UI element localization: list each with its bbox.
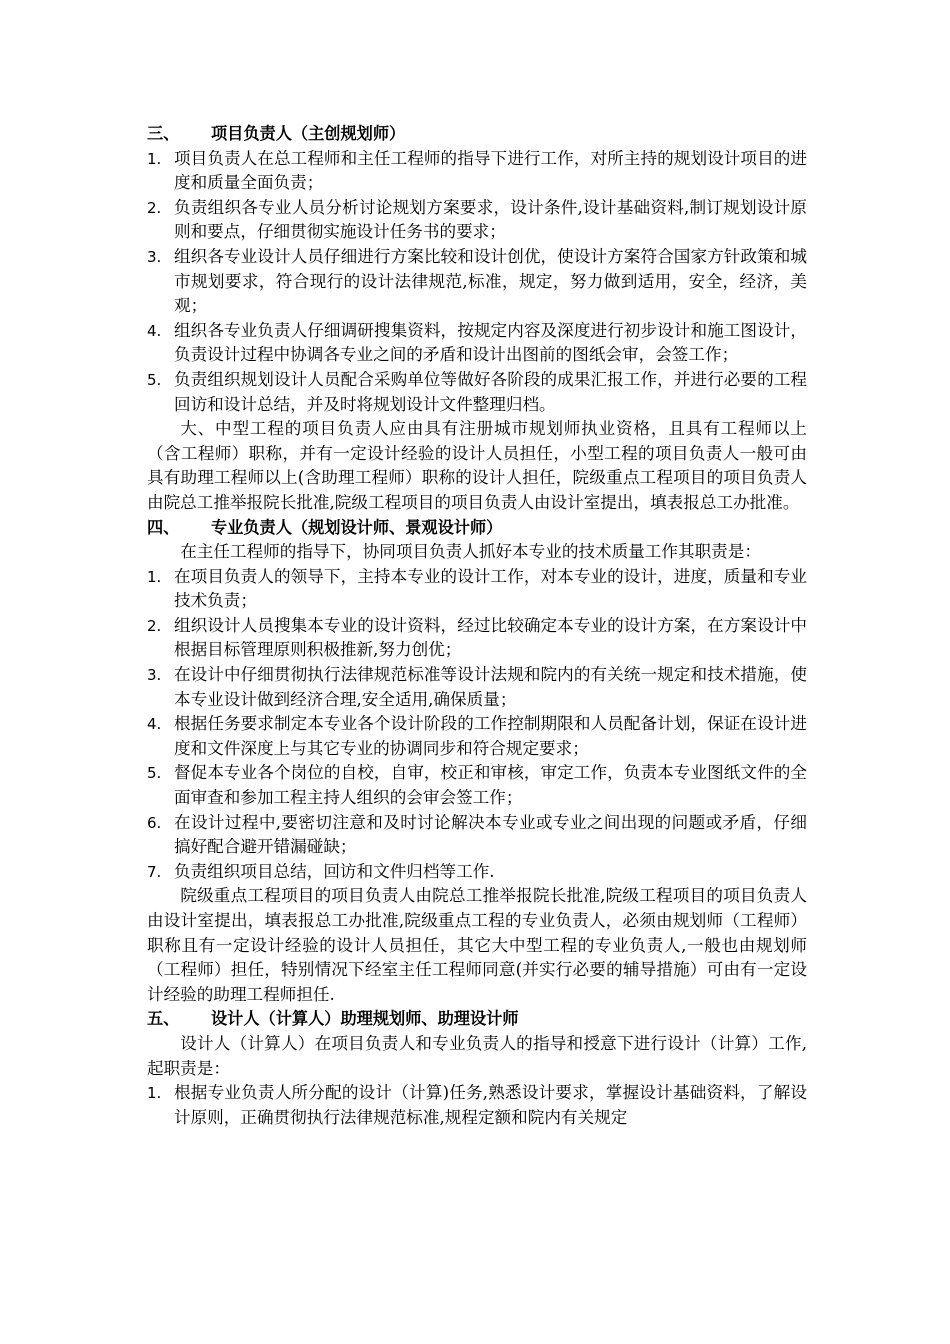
list-item-text: 根据专业负责人所分配的设计（计算)任务,熟悉设计要求，掌握设计基础资料，了解设计原则，正确贯彻执行法律规范标准,规程定额和院内有关规定 [174,1083,807,1127]
list-item: 1. 根据专业负责人所分配的设计（计算)任务,熟悉设计要求，掌握设计基础资料，了解设计原则，正确贯彻执行法律规范标准,规程定额和院内有关规定 [147,1083,807,1127]
list-item-text: 组织各专业设计人员仔细进行方案比较和设计创优，使设计方案符合国家方针政策和城市规划要求，符合现行的设计法律规范,标准，规定，努力做到适用，安全，经济，美观； [174,246,807,316]
list-item-text: 组织设计人员搜集本专业的设计资料，经过比较确定本专业的设计方案，在方案设计中根据目标管理原则积极推新,努力创优； [174,615,807,660]
section-note: 大、中型工程的项目负责人应由具有注册城市规划师执业资格，且具有工程师以上（含工程师）职称，并有一定设计经验的设计人员担任，小型工程的项目负责人一般可由具有助理工程师以上(含助理工程师）职称的设计人担任，院级重点工程项目的项目负责人由院总工推举报院长批准,院级工程项目的项目负责人由设计室提出，填表报总工办批准。 [147,419,807,512]
section-number: 五、 [147,1009,180,1029]
duty-list [147,147,807,418]
duty-list [147,565,807,885]
list-item: 4. 组织各专业负责人仔细调研搜集资料，按规定内容及深度进行初步设计和施工图设计，负责设计过程中协调各专业之间的矛盾和设计出图前的图纸会审，会签工作； [147,320,807,365]
section-title: 专业负责人（规划设计师、景观设计师） [211,517,503,537]
section-intro: 在主任工程师的指导下，协同项目负责人抓好本专业的技术质量工作其职责是： [180,542,761,562]
section-title: 设计人（计算人）助理规划师、助理设计师 [211,1009,519,1029]
document-page [147,122,807,1130]
section-title: 项目负责人（主创规划师） [211,124,406,143]
list-item-text: 在项目负责人的领导下，主持本专业的设计工作，对本专业的设计，进度，质量和专业技术负责； [174,566,807,611]
section-heading [147,122,807,147]
list-item: 4. 根据任务要求制定本专业各个设计阶段的工作控制期限和人员配备计划，保证在设计进度和文件深度上与其它专业的协调同步和符合规定要求； [147,714,807,758]
section-intro: 设计人（计算人）在项目负责人和专业负责人的指导和授意下进行设计（计算）工作,起职责是： [147,1033,807,1078]
list-item: 5. 负责组织规划设计人员配合采购单位等做好各阶段的成果汇报工作，并进行必要的工程回访和设计总结，并及时将规划设计文件整理归档。 [147,369,807,414]
section-number: 四、 [147,517,180,537]
section-heading [147,516,807,541]
list-item: 2. 负责组织各专业人员分析讨论规划方案要求，设计条件,设计基础资料,制订规划设计原则和要点，仔细贯彻实施设计任务书的要求； [147,197,807,242]
section-heading [147,1007,807,1032]
list-item: 3. 在设计中仔细贯彻执行法律规范标准等设计法规和院内的有关统一规定和技术措施，使本专业设计做到经济合理,安全适用,确保质量； [147,665,807,709]
section-note: 院级重点工程项目的项目负责人由院总工推举报院长批准,院级工程项目的项目负责人由设计室提出，填表报总工办批准,院级重点工程的专业负责人，必须由规划师（工程师）职称且有一定设计经验的设计人员担任，其它大中型工程的专业负责人,一般也由规划师（工程师）担任，特别情况下经室主任工程师同意(并实行必要的辅导措施）可由有一定设计经验的助理工程师担任. [147,886,807,1004]
list-item-text: 项目负责人在总工程师和主任工程师的指导下进行工作，对所主持的规划设计项目的进度和质量全面负责； [174,148,807,193]
duty-list [147,1081,807,1130]
list-item-text: 根据任务要求制定本专业各个设计阶段的工作控制期限和人员配备计划，保证在设计进度和文件深度上与其它专业的协调同步和符合规定要求； [174,714,807,758]
section-number: 三、 [147,124,180,143]
list-item: 5. 督促本专业各个岗位的自校，自审，校正和审核，审定工作，负责本专业图纸文件的全面审查和参加工程主持人组织的会审会签工作； [147,763,807,808]
list-item: 3. 组织各专业设计人员仔细进行方案比较和设计创优，使设计方案符合国家方针政策和城市规划要求，符合现行的设计法律规范,标准，规定，努力做到适用，安全，经济，美观； [147,246,807,316]
list-item: 1. 项目负责人在总工程师和主任工程师的指导下进行工作，对所主持的规划设计项目的进度和质量全面负责； [147,148,807,193]
list-item: 6. 在设计过程中,要密切注意和及时讨论解决本专业或专业之间出现的问题或矛盾，仔细搞好配合避开错漏碰缺； [147,812,807,857]
list-item-text: 督促本专业各个岗位的自校，自审，校正和审核，审定工作，负责本专业图纸文件的全面审查和参加工程主持人组织的会审会签工作； [174,763,807,808]
list-item-text: 负责组织规划设计人员配合采购单位等做好各阶段的成果汇报工作，并进行必要的工程回访和设计总结，并及时将规划设计文件整理归档。 [174,369,807,414]
list-item-text: 在设计中仔细贯彻执行法律规范标准等设计法规和院内的有关统一规定和技术措施，使本专业设计做到经济合理,安全适用,确保质量； [174,665,807,709]
list-item: 1. 在项目负责人的领导下，主持本专业的设计工作，对本专业的设计，进度，质量和专业技术负责； [147,566,807,611]
list-item: 2. 组织设计人员搜集本专业的设计资料，经过比较确定本专业的设计方案，在方案设计中根据目标管理原则积极推新,努力创优； [147,615,807,660]
list-item-text: 负责组织各专业人员分析讨论规划方案要求，设计条件,设计基础资料,制订规划设计原则和要点，仔细贯彻实施设计任务书的要求； [174,197,807,242]
list-item: 7. 负责组织项目总结，回访和文件归档等工作. [147,861,495,881]
list-item-text: 组织各专业负责人仔细调研搜集资料，按规定内容及深度进行初步设计和施工图设计，负责设计过程中协调各专业之间的矛盾和设计出图前的图纸会审，会签工作； [174,320,807,365]
list-item-text: 在设计过程中,要密切注意和及时讨论解决本专业或专业之间出现的问题或矛盾，仔细搞好配合避开错漏碰缺； [174,812,807,857]
list-item-text: 负责组织项目总结，回访和文件归档等工作. [174,861,495,881]
